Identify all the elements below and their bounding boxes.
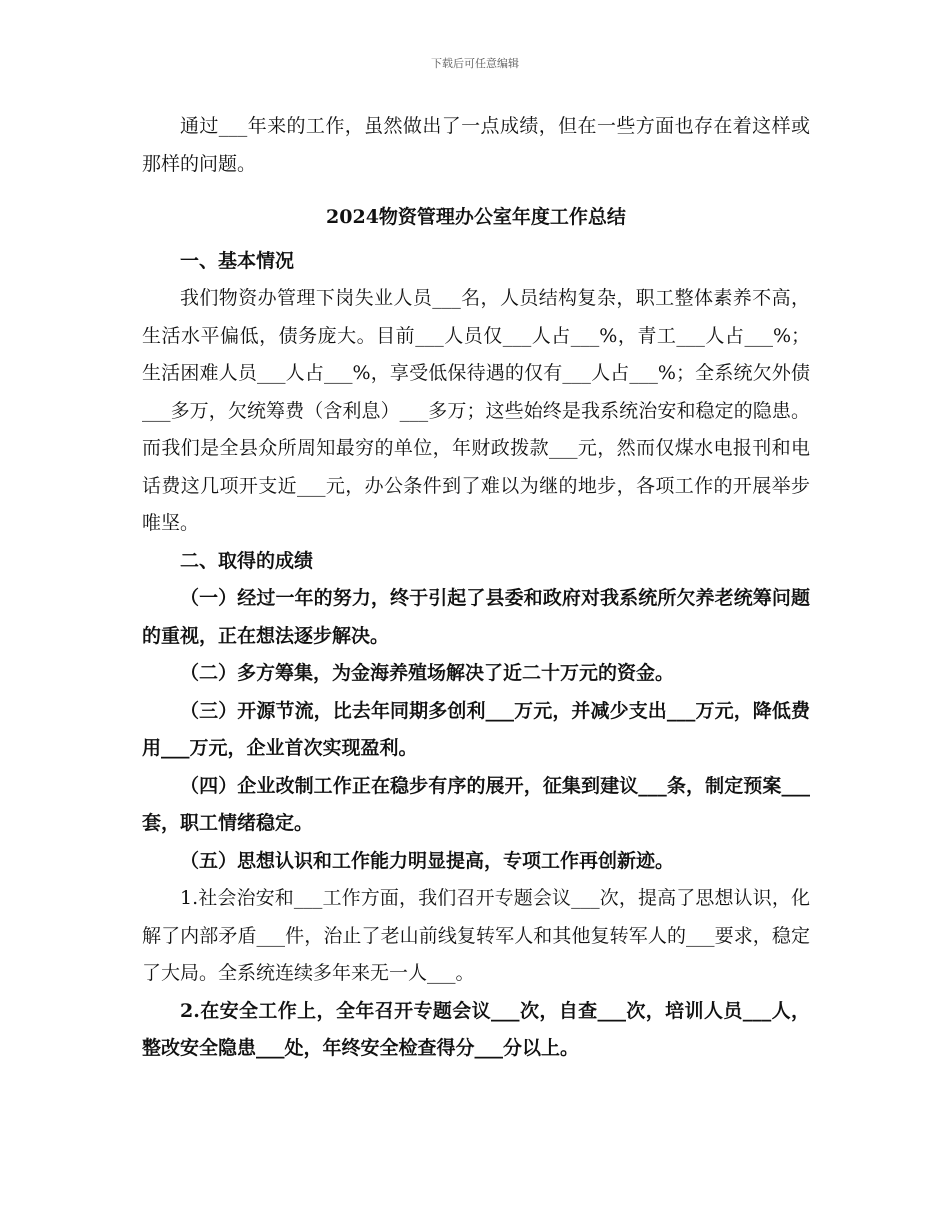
section-heading-achievements: 二、取得的成绩 xyxy=(180,549,314,572)
achievement-item: （二）多方筹集，为金海养殖场解决了近二十万元的资金。 xyxy=(180,662,675,684)
sub-item-safety: 2.在安全工作上，全年召开专题会议___次，自查___次，培训人员___人，整改安全隐患___处，年终安全检查得分___分以上。 xyxy=(142,999,810,1059)
basic-situation-paragraph: 我们物资办管理下岗失业人员___名，人员结构复杂，职工整体素养不高，生活水平偏低，债务庞大。目前___人员仅___人占___%，青工___人占___%；生活困难人员___人占___%，享受低保待遇的仅有___人占___%；全系统欠外债___多万，欠统筹费（含利息）___多万；这些始终是我系统治安和稳定的隐患。而我们是全县众所周知最穷的单位，年财政拨款___元，然而仅煤水电报刊和电话费这几项开支近___元，办公条件到了难以为继的地步，各项工作的开展举步唯坚。 xyxy=(142,287,810,534)
document-body xyxy=(142,108,810,1068)
achievement-item: （三）开源节流，比去年同期多创利___万元，并减少支出___万元，降低费用___万元，企业首次实现盈利。 xyxy=(142,699,810,759)
intro-paragraph: 通过___年来的工作，虽然做出了一点成绩，但在一些方面也存在着这样或那样的问题。 xyxy=(142,115,810,175)
achievement-item: （一）经过一年的努力，终于引起了县委和政府对我系统所欠养老统筹问题的重视，正在想法逐步解决。 xyxy=(142,587,810,647)
achievement-item: （五）思想认识和工作能力明显提高，专项工作再创新迹。 xyxy=(180,849,675,872)
document-title: 2024物资管理办公室年度工作总结 xyxy=(326,206,626,228)
achievement-item: （四）企业改制工作正在稳步有序的展开，征集到建议___条，制定预案___套，职工情绪稳定。 xyxy=(142,774,810,834)
header-note: 下载后可任意编辑 xyxy=(431,57,519,70)
section-heading-basic: 一、基本情况 xyxy=(180,249,295,272)
sub-item-social-security: 1.社会治安和___工作方面，我们召开专题会议___次，提高了思想认识，化解了内部矛盾___件，治止了老山前线复转军人和其他复转军人的___要求，稳定了大局。全系统连续多年来无一人___。 xyxy=(142,887,810,984)
